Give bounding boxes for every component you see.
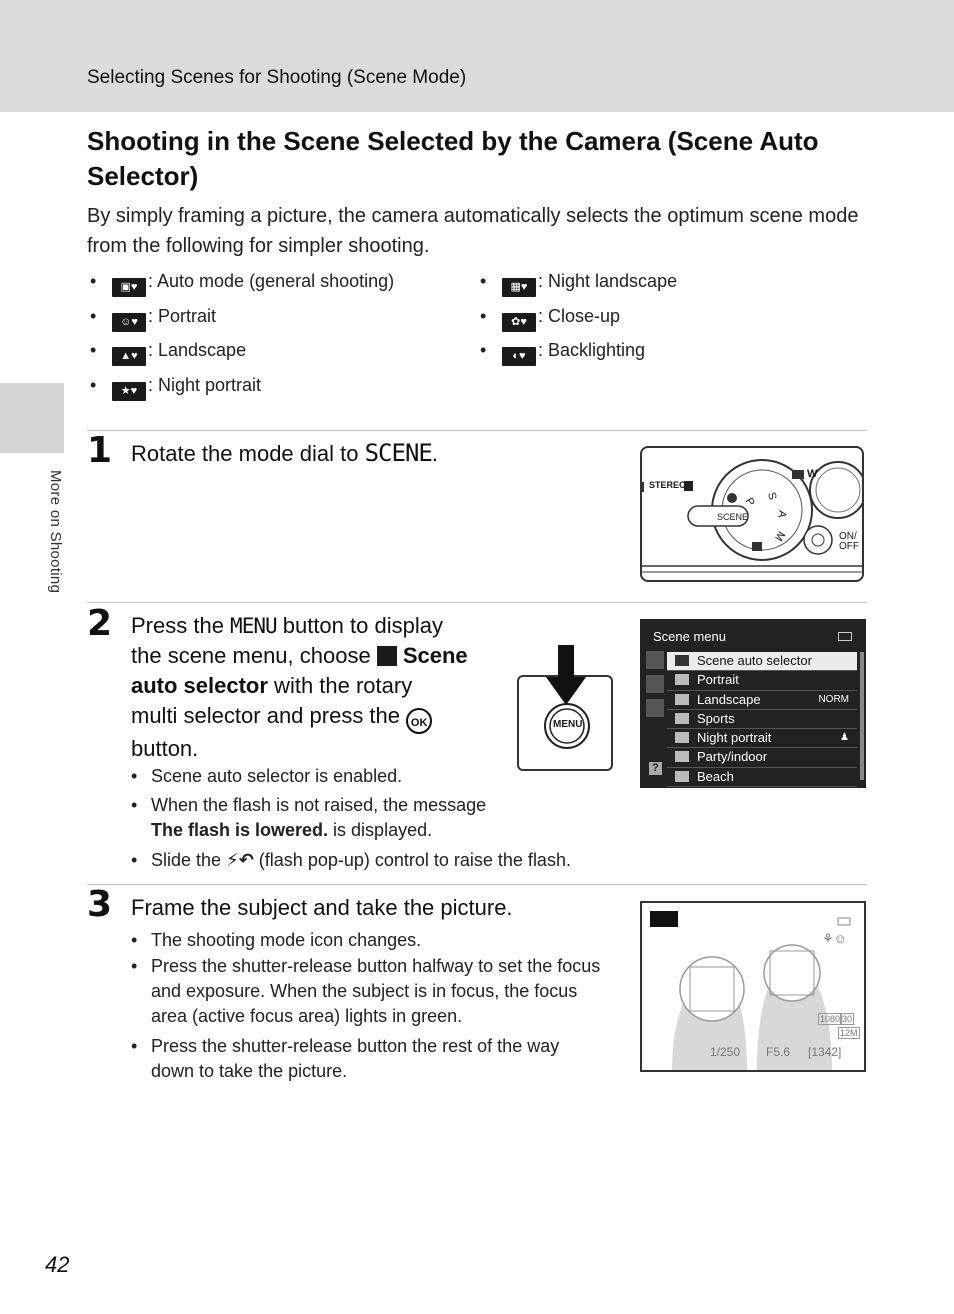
scene-tab-icon: [646, 651, 664, 669]
step-number: 2: [87, 603, 113, 644]
mode-item-landscape: • ▲♥ : Landscape: [90, 338, 246, 362]
ok-icon: OK: [406, 708, 432, 734]
intro-paragraph: By simply framing a picture, the camera automatically selects the optimum scene mode from the following for simpler shooting.: [87, 205, 859, 257]
mode-item-portrait: • ☺♥ : Portrait: [90, 304, 216, 328]
image-quality-badge: NORM: [818, 693, 849, 705]
header-band: [0, 0, 954, 112]
step-number: 1: [87, 430, 113, 471]
scene-auto-icon: [675, 655, 689, 666]
menu-item-portrait[interactable]: Portrait: [667, 671, 857, 690]
night-portrait-icon: ★♥: [112, 382, 146, 401]
portrait-icon: ☺♥: [112, 313, 146, 332]
mode-item-backlighting: • ◐♥ : Backlighting: [480, 338, 645, 362]
mode-item-close-up: • ✿♥ : Close-up: [480, 304, 620, 328]
scene-menu-list: [667, 652, 857, 787]
w-label: W: [807, 468, 818, 480]
party-icon: [675, 751, 689, 762]
vr-mode-icon: ⚘☺: [822, 931, 847, 946]
scene-dial-label: SCENE: [717, 512, 749, 522]
step-3-text: Frame the subject and take the picture.: [131, 895, 513, 920]
scene-menu-screen: [640, 619, 866, 788]
menu-item-party-indoor[interactable]: Party/indoor: [667, 748, 857, 767]
menu-icon: MENU: [230, 614, 277, 638]
auto-mode-icon: ▣♥: [112, 278, 146, 297]
mode-item-night-portrait: • ★♥ : Night portrait: [90, 373, 261, 397]
landscape-icon: ▲♥: [112, 347, 146, 366]
menu-item-landscape[interactable]: Landscape NORM: [667, 691, 857, 710]
shooting-screen-illustration: [640, 901, 866, 1072]
step-3-bullet: • Press the shutter-release button halfway to set the focus and exposure. When the subject is in focus, the focus area (active focus area) lights in green.: [131, 956, 601, 1026]
mode-dial-drawing: [642, 448, 862, 580]
scene-auto-icon: [377, 646, 397, 666]
step-3-bullet: • The shooting mode icon changes.: [131, 930, 422, 950]
side-tab: [0, 383, 64, 453]
backlighting-icon: ◐♥: [502, 347, 536, 366]
section-header: Selecting Scenes for Shooting (Scene Mode): [87, 67, 467, 88]
dial-label-p: P: [742, 495, 757, 509]
camera-top-illustration: [640, 446, 864, 582]
scroll-bar[interactable]: [860, 652, 864, 780]
dial-label-a: A: [775, 509, 789, 519]
remaining-exposures: [1342]: [808, 1045, 842, 1059]
dial-label-s: S: [764, 490, 779, 502]
side-tab-label: More on Shooting: [47, 470, 64, 594]
stereo-label: STEREO: [649, 480, 687, 490]
on-off-label: ON/ OFF: [839, 531, 859, 552]
image-size-badge: 12M: [840, 1028, 858, 1038]
beach-icon: [675, 771, 689, 782]
page-number: 42: [45, 1252, 70, 1277]
vr-icon: ♟: [840, 732, 849, 744]
aperture-value: F5.6: [766, 1045, 791, 1059]
movie-size-badge: 1080: [820, 1014, 841, 1024]
scene-icon: SCENE: [364, 439, 432, 467]
page-title: Shooting in the Scene Selected by the Camera (Scene Auto Selector): [87, 126, 819, 191]
mode-item-night-landscape: • ▦♥ : Night landscape: [480, 269, 677, 293]
step-3-bullet: • Press the shutter-release button the rest of the way down to take the picture.: [131, 1036, 560, 1081]
scene-menu-title: Scene menu: [653, 629, 726, 644]
menu-item-scene-auto-selector[interactable]: Scene auto selector: [667, 652, 857, 671]
step-divider: [87, 430, 867, 431]
shutter-speed: 1/250: [710, 1045, 741, 1059]
dial-label-m: M: [772, 529, 788, 543]
movie-tab-icon: [646, 675, 664, 693]
step-divider: [87, 884, 867, 885]
portrait-icon: [675, 674, 689, 685]
menu-item-beach[interactable]: Beach: [667, 768, 857, 787]
sports-icon: [675, 713, 689, 724]
step-2-bullet: • When the flash is not raised, the message The flash is lowered. is displayed.: [131, 795, 487, 840]
setup-tab-icon: [646, 699, 664, 717]
flash-icon: ⚡↶: [226, 850, 254, 870]
mode-item-auto: • ▣♥ : Auto mode (general shooting): [90, 269, 394, 293]
landscape-icon: [675, 694, 689, 705]
close-up-icon: ✿♥: [502, 313, 536, 332]
step-2-bullet: • Scene auto selector is enabled.: [131, 766, 403, 786]
battery-icon: [838, 632, 852, 641]
menu-item-night-portrait[interactable]: Night portrait ♟: [667, 729, 857, 748]
menu-item-sports[interactable]: Sports: [667, 710, 857, 729]
night-portrait-icon: [675, 732, 689, 743]
step-number: 3: [87, 884, 113, 925]
night-landscape-icon: ▦♥: [502, 278, 536, 297]
step-2-text: Press the MENU button to display the scene menu, choose Scene auto selector with the rotary multi selector and press the OK button.: [131, 613, 468, 761]
step-divider: [87, 602, 867, 603]
press-arrow-icon: [546, 645, 586, 707]
step-2-bullet: • Slide the ⚡↶ (flash pop-up) control to raise the flash.: [131, 850, 571, 870]
menu-button-label: MENU: [553, 719, 583, 730]
menu-side-tabs: [646, 651, 666, 779]
movie-fps-badge: 30: [842, 1014, 853, 1024]
help-icon: ?: [649, 762, 662, 775]
step-1-text: Rotate the mode dial to SCENE.: [131, 439, 438, 467]
